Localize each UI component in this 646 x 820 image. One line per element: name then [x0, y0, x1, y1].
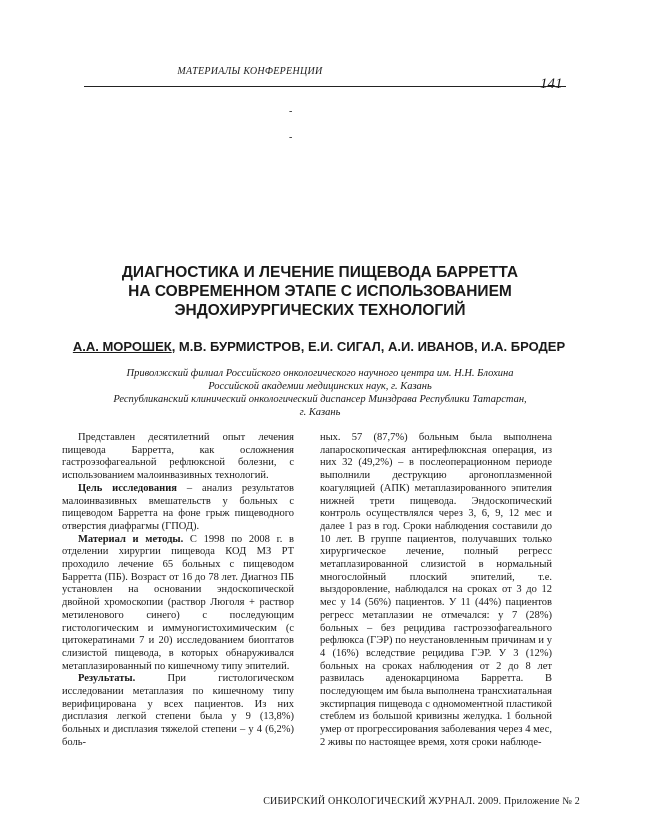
authors: [36, 339, 602, 354]
dash-mark: -: [289, 106, 293, 117]
running-header: МАТЕРИАЛЫ КОНФЕРЕНЦИИ: [177, 66, 323, 77]
page-number: 141: [540, 76, 563, 92]
intro-paragraph: Представлен десятилетний опыт лечения пищевода Барретта, как осложнения гастроэзофагеальной рефлюксной болезни, с использованием малоинвазивных технологий.: [62, 432, 294, 482]
methods-label: Материал и методы.: [78, 533, 184, 545]
aim-label: Цель исследования: [78, 482, 177, 494]
dash-mark: -: [289, 132, 293, 143]
affiliation-line: Республиканский клинический онкологический диспансер Минздрава Республики Татарстан,: [113, 394, 527, 405]
header-rule: [84, 86, 566, 87]
methods-paragraph: [62, 534, 294, 674]
affiliation-line: г. Казань: [299, 407, 341, 418]
methods-text: С 1998 по 2008 г. в отделении хирургии пищевода КОД МЗ РТ проходило лечение 65 больных с пищеводом Барретта (ПБ). Возраст от 16 до 78 лет. Диагноз ПБ установлен на основании эндоскопической двойной хромоскопии (раствор Люголя + раствор метиленового синего) с последующим гистологическим и иммуногистохимическим (с цитокератинами 7 и 20) исследованием биоптатов слизистой пищевода, в которых обнаруживался метаплазированный по кишечному типу эпителий.: [62, 533, 294, 672]
left-column: [62, 432, 294, 750]
results-continued: ных. 57 (87,7%) больным была выполнена лапароскопическая антирефлюксная операция, из них 32 (49,2%) – в послеоперационном периоде выполнили деструкцию аргоноплазменной коагуляцией (АПК) метаплазированного эпителия нижней трети пищевода. Эндоскопический контроль осуществлялся через 3, 6, 9, 12 мес и далее 1 раз в год. Сроки наблюдения составили до 10 лет. В группе пациентов, получавших только хирургическое лечение, полный регресс метаплазированной слизистой в нормальный многослойный плоский эпителий, т.е. выздоровление, наблюдался на сроках от 3 до 12 мес у 14 (56%) пациентов. У 11 (44%) пациентов регресс метаплазии не отмечался: у 7 (28%) больных – без рецидива гастроэзофагеального рефлюкса (ГЭР) по неустановленным причинам и у 4 (16%) вследствие рецидива ГЭР. У 3 (12%) больных на сроках наблюдения от 2 до 8 лет развилась аденокарцинома Барретта. В последующем им была выполнена трансхиатальная экстирпация пищевода с одномоментной пластикой стеблем из большой кривизны желудка. 1 больной умер от прогрессирования заболевания через 4 мес, 2 живы по настоящее время, хотя сроки наблюде-: [320, 432, 552, 748]
results-label: Результаты.: [78, 673, 136, 685]
affiliations: [60, 367, 580, 419]
title-line: ЭНДОХИРУРГИЧЕСКИХ ТЕХНОЛОГИЙ: [174, 302, 466, 319]
article-title: [60, 263, 580, 320]
journal-footer: СИБИРСКИЙ ОНКОЛОГИЧЕСКИЙ ЖУРНАЛ. 2009. Приложение № 2: [263, 796, 580, 807]
other-authors: , М.В. БУРМИСТРОВ, Е.И. СИГАЛ, А.И. ИВАНОВ, И.А. БРОДЕР: [171, 339, 566, 354]
title-line: ДИАГНОСТИКА И ЛЕЧЕНИЕ ПИЩЕВОДА БАРРЕТТА: [121, 264, 519, 281]
aim-text: – анализ результатов малоинвазивных вмешательств у больных с пищеводом Барретта на фоне грыж пищеводного отверстия диафрагмы (ГПОД).: [62, 482, 294, 532]
affiliation-line: Приволжский филиал Российского онкологического научного центра им. Н.Н. Блохина: [126, 368, 514, 379]
results-text: При гистологическом исследовании метаплазия по кишечному типу верифицирована у всех пациентов. Из них дисплазия легкой степени была у 9 (13,8%) больных и дисплазия тяжелой степени – у 4 (6,2%) боль-: [62, 673, 294, 748]
results-paragraph: [62, 673, 294, 749]
first-author: А.А. МОРОШЕК: [72, 339, 172, 354]
title-line: НА СОВРЕМЕННОМ ЭТАПЕ С ИСПОЛЬЗОВАНИЕМ: [128, 283, 512, 300]
aim-paragraph: [62, 483, 294, 534]
affiliation-line: Российской академии медицинских наук, г. Казань: [208, 381, 432, 392]
right-column: [320, 432, 552, 750]
